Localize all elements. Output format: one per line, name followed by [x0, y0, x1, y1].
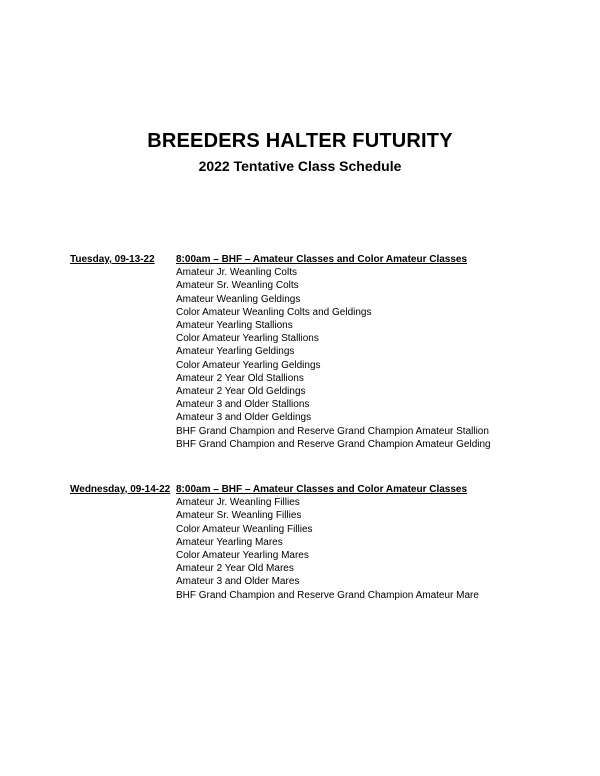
class-item: BHF Grand Champion and Reserve Grand Champion Amateur Gelding [176, 438, 491, 450]
class-item: Amateur Yearling Mares [176, 536, 283, 548]
class-list [176, 496, 566, 602]
session-header: 8:00am – BHF – Amateur Classes and Color Amateur Classes [176, 484, 468, 495]
class-item: Amateur Weanling Geldings [176, 293, 301, 305]
session-header: 8:00am – BHF – Amateur Classes and Color Amateur Classes [176, 254, 468, 265]
class-item: Amateur Yearling Geldings [176, 346, 295, 358]
class-item: Amateur 2 Year Old Mares [176, 563, 294, 575]
class-item: Color Amateur Yearling Stallions [176, 333, 319, 345]
day-label: Wednesday, 09-14-22 [70, 484, 171, 495]
day-sessions [176, 483, 566, 602]
class-item: Amateur 2 Year Old Stallions [176, 372, 304, 384]
class-item: Color Amateur Yearling Mares [176, 550, 309, 562]
document-subtitle: 2022 Tentative Class Schedule [198, 158, 402, 174]
document-title: BREEDERS HALTER FUTURITY [147, 130, 453, 152]
class-item: Amateur Yearling Stallions [176, 320, 293, 332]
day-sessions [176, 253, 566, 451]
class-item: Amateur 2 Year Old Geldings [176, 385, 306, 397]
class-item: Amateur Jr. Weanling Fillies [176, 497, 300, 509]
class-list [176, 266, 566, 451]
class-item: Color Amateur Weanling Colts and Geldings [176, 306, 372, 318]
day-label: Tuesday, 09-13-22 [70, 254, 155, 265]
class-item: BHF Grand Champion and Reserve Grand Champion Amateur Mare [176, 589, 479, 601]
class-item: Amateur Jr. Weanling Colts [176, 267, 297, 279]
class-item: BHF Grand Champion and Reserve Grand Champion Amateur Stallion [176, 425, 489, 437]
class-item: Color Amateur Yearling Geldings [176, 359, 321, 371]
class-item: Amateur Sr. Weanling Fillies [176, 510, 302, 522]
class-item: Amateur 3 and Older Geldings [176, 412, 312, 424]
class-item: Amateur 3 and Older Mares [176, 576, 300, 588]
class-item: Amateur 3 and Older Stallions [176, 399, 310, 411]
class-item: Color Amateur Weanling Fillies [176, 523, 313, 535]
class-item: Amateur Sr. Weanling Colts [176, 280, 299, 292]
